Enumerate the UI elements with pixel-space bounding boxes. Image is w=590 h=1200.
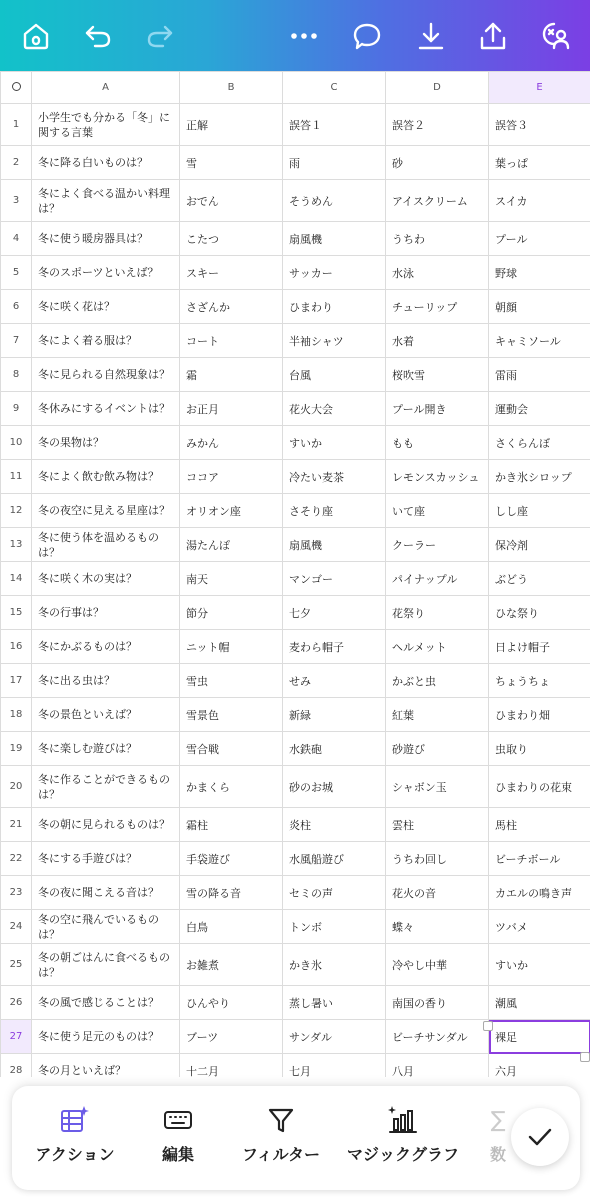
- formula-icon: ∑: [490, 1107, 506, 1133]
- keyboard-icon: [162, 1104, 194, 1136]
- row-header[interactable]: 6: [1, 290, 32, 324]
- tool-action-label: アクション: [35, 1145, 115, 1164]
- cell-e[interactable]: 裸足: [489, 1020, 590, 1054]
- cell-b[interactable]: お雑煮: [180, 944, 283, 986]
- cell-b[interactable]: 正解: [180, 104, 283, 146]
- table-row: [1, 664, 590, 698]
- table-row: [1, 146, 590, 180]
- cell-c[interactable]: サンダル: [283, 1020, 386, 1054]
- row-header[interactable]: 18: [1, 698, 32, 732]
- table-row: [1, 528, 590, 562]
- row-header[interactable]: 11: [1, 460, 32, 494]
- cell-b[interactable]: 節分: [180, 596, 283, 630]
- cell-b[interactable]: ニット帽: [180, 630, 283, 664]
- redo-button[interactable]: [138, 14, 182, 58]
- cell-a[interactable]: 冬休みにするイベントは？: [32, 392, 180, 426]
- cell-a[interactable]: 冬の果物は？: [32, 426, 180, 460]
- cell-a[interactable]: 冬の空に飛んでいるものは？: [32, 910, 180, 944]
- cell-d[interactable]: 冷やし中華: [386, 944, 489, 986]
- row-header[interactable]: 22: [1, 842, 32, 876]
- collaborate-button[interactable]: [535, 14, 579, 58]
- cell-b[interactable]: 雪虫: [180, 664, 283, 698]
- column-header-e[interactable]: E: [489, 72, 590, 104]
- table-row: [1, 876, 590, 910]
- cell-d[interactable]: もも: [386, 426, 489, 460]
- cell-a[interactable]: 小学生でも分かる「冬」に関する言葉: [32, 104, 180, 146]
- cell-b[interactable]: 南天: [180, 562, 283, 596]
- home-icon: [21, 21, 51, 51]
- table-row: [1, 392, 590, 426]
- row-header[interactable]: 1: [1, 104, 32, 146]
- tool-filter[interactable]: [238, 1100, 324, 1165]
- cell-c[interactable]: 七夕: [283, 596, 386, 630]
- cell-c[interactable]: 水風船遊び: [283, 842, 386, 876]
- redo-icon: [145, 21, 175, 51]
- cell-b[interactable]: お正月: [180, 392, 283, 426]
- table-row: [1, 944, 590, 986]
- cell-b[interactable]: 雪合戦: [180, 732, 283, 766]
- cell-c[interactable]: さそり座: [283, 494, 386, 528]
- row-header[interactable]: 4: [1, 222, 32, 256]
- cell-a[interactable]: 冬に作ることができるものは？: [32, 766, 180, 808]
- cell-e[interactable]: すいか: [489, 944, 590, 986]
- column-header-b[interactable]: B: [180, 72, 283, 104]
- cell-e[interactable]: カエルの鳴き声: [489, 876, 590, 910]
- tool-magic-chart-label: マジックグラフ: [346, 1145, 459, 1164]
- cell-a[interactable]: 冬に降る白いものは？: [32, 146, 180, 180]
- cell-c[interactable]: 水鉄砲: [283, 732, 386, 766]
- cell-c[interactable]: すいか: [283, 426, 386, 460]
- cell-a[interactable]: 冬の月といえば？: [32, 1054, 180, 1088]
- table-row: [1, 732, 590, 766]
- cell-c[interactable]: 花火大会: [283, 392, 386, 426]
- cell-b[interactable]: 雪: [180, 146, 283, 180]
- cell-e[interactable]: 朝顔: [489, 290, 590, 324]
- row-header[interactable]: 7: [1, 324, 32, 358]
- column-header-a[interactable]: A: [32, 72, 180, 104]
- cell-d[interactable]: 蝶々: [386, 910, 489, 944]
- cell-a[interactable]: 冬の行事は？: [32, 596, 180, 630]
- cell-d[interactable]: シャボン玉: [386, 766, 489, 808]
- cell-d[interactable]: 水着: [386, 324, 489, 358]
- cell-b[interactable]: こたつ: [180, 222, 283, 256]
- cell-b[interactable]: かまくら: [180, 766, 283, 808]
- table-row: [1, 596, 590, 630]
- cell-b[interactable]: ブーツ: [180, 1020, 283, 1054]
- sheet-grid: [0, 71, 590, 1088]
- row-header[interactable]: 3: [1, 180, 32, 222]
- cell-b[interactable]: さざんか: [180, 290, 283, 324]
- cell-d[interactable]: アイスクリーム: [386, 180, 489, 222]
- column-header-d[interactable]: D: [386, 72, 489, 104]
- row-header[interactable]: 19: [1, 732, 32, 766]
- row-header[interactable]: 21: [1, 808, 32, 842]
- cell-a[interactable]: 冬にかぶるものは？: [32, 630, 180, 664]
- cell-a[interactable]: 冬によく食べる温かい料理は？: [32, 180, 180, 222]
- table-row: [1, 324, 590, 358]
- cell-a[interactable]: 冬の朝ごはんに食べるものは？: [32, 944, 180, 986]
- tool-edit[interactable]: [148, 1100, 208, 1165]
- download-icon: [416, 21, 446, 51]
- table-row: [1, 222, 590, 256]
- cell-d[interactable]: いて座: [386, 494, 489, 528]
- cell-a[interactable]: 冬の朝に見られるものは？: [32, 808, 180, 842]
- cell-d[interactable]: 花火の音: [386, 876, 489, 910]
- cell-e[interactable]: キャミソール: [489, 324, 590, 358]
- cell-d[interactable]: パイナップル: [386, 562, 489, 596]
- done-button[interactable]: [511, 1108, 569, 1166]
- table-row: [1, 256, 590, 290]
- tool-edit-label: 編集: [161, 1145, 194, 1164]
- cell-c[interactable]: 誤答１: [283, 104, 386, 146]
- cell-e[interactable]: 雷雨: [489, 358, 590, 392]
- row-header[interactable]: 14: [1, 562, 32, 596]
- cell-d[interactable]: 花祭り: [386, 596, 489, 630]
- cell-e[interactable]: ぶどう: [489, 562, 590, 596]
- cell-b[interactable]: みかん: [180, 426, 283, 460]
- cell-c[interactable]: かき氷: [283, 944, 386, 986]
- collaborate-icon: [542, 21, 572, 51]
- checkmark-icon: [526, 1123, 554, 1151]
- table-row: [1, 460, 590, 494]
- cell-b[interactable]: 雪の降る音: [180, 876, 283, 910]
- cell-e[interactable]: スイカ: [489, 180, 590, 222]
- table-row: [1, 698, 590, 732]
- cell-d[interactable]: うちわ: [386, 222, 489, 256]
- cell-b[interactable]: スキー: [180, 256, 283, 290]
- cell-d[interactable]: ヘルメット: [386, 630, 489, 664]
- cell-e[interactable]: 六月: [489, 1054, 590, 1088]
- cell-a[interactable]: 冬の風で感じることは？: [32, 986, 180, 1020]
- cell-e[interactable]: ちょうちょ: [489, 664, 590, 698]
- cell-d[interactable]: 八月: [386, 1054, 489, 1088]
- cell-a[interactable]: 冬に咲く木の実は？: [32, 562, 180, 596]
- table-row: [1, 808, 590, 842]
- cell-a[interactable]: 冬によく着る服は？: [32, 324, 180, 358]
- cell-d[interactable]: 砂: [386, 146, 489, 180]
- cell-e[interactable]: ビーチボール: [489, 842, 590, 876]
- cell-e[interactable]: かき氷シロップ: [489, 460, 590, 494]
- cell-e[interactable]: ひな祭り: [489, 596, 590, 630]
- cell-c[interactable]: 半袖シャツ: [283, 324, 386, 358]
- cell-a[interactable]: 冬の景色といえば？: [32, 698, 180, 732]
- cell-d[interactable]: チューリップ: [386, 290, 489, 324]
- cell-a[interactable]: 冬によく飲む飲み物は？: [32, 460, 180, 494]
- cell-a[interactable]: 冬に使う体を温めるものは？: [32, 528, 180, 562]
- cell-c[interactable]: 麦わら帽子: [283, 630, 386, 664]
- row-header[interactable]: 15: [1, 596, 32, 630]
- cell-c[interactable]: セミの声: [283, 876, 386, 910]
- cell-e[interactable]: しし座: [489, 494, 590, 528]
- row-header[interactable]: 23: [1, 876, 32, 910]
- magic-table-icon: [58, 1103, 92, 1137]
- cell-e[interactable]: 葉っぱ: [489, 146, 590, 180]
- share-icon: [478, 21, 508, 51]
- cell-e[interactable]: ツバメ: [489, 910, 590, 944]
- table-row: [1, 1020, 590, 1054]
- cell-a[interactable]: 冬に使う足元のものは？: [32, 1020, 180, 1054]
- cell-c[interactable]: マンゴー: [283, 562, 386, 596]
- selection-handle-top-left[interactable]: [483, 1021, 493, 1031]
- row-header[interactable]: 13: [1, 528, 32, 562]
- tool-filter-label: フィルター: [241, 1145, 321, 1164]
- cell-e[interactable]: 潮風: [489, 986, 590, 1020]
- select-all-circle-icon: [12, 82, 21, 91]
- cell-a[interactable]: 冬の夜に聞こえる音は？: [32, 876, 180, 910]
- row-header[interactable]: 2: [1, 146, 32, 180]
- tool-action[interactable]: [32, 1100, 118, 1165]
- column-header-row: [1, 72, 590, 104]
- cell-a[interactable]: 冬に咲く花は？: [32, 290, 180, 324]
- cell-c[interactable]: 炎柱: [283, 808, 386, 842]
- cell-d[interactable]: 水泳: [386, 256, 489, 290]
- row-header[interactable]: 27: [1, 1020, 32, 1054]
- select-all-corner[interactable]: [1, 72, 32, 104]
- cell-c[interactable]: サッカー: [283, 256, 386, 290]
- cell-e[interactable]: 運動会: [489, 392, 590, 426]
- table-row: [1, 358, 590, 392]
- more-icon: [289, 21, 319, 51]
- cell-a[interactable]: 冬の夜空に見える星座は？: [32, 494, 180, 528]
- row-header[interactable]: 20: [1, 766, 32, 808]
- cell-b[interactable]: おでん: [180, 180, 283, 222]
- cell-d[interactable]: クーラー: [386, 528, 489, 562]
- cell-a[interactable]: 冬に見られる自然現象は？: [32, 358, 180, 392]
- cell-d[interactable]: 桜吹雪: [386, 358, 489, 392]
- cell-c[interactable]: せみ: [283, 664, 386, 698]
- selection-handle-bottom-right[interactable]: [580, 1052, 590, 1062]
- row-header[interactable]: 16: [1, 630, 32, 664]
- more-button[interactable]: [282, 14, 326, 58]
- tool-magic-chart[interactable]: [345, 1100, 461, 1165]
- home-button[interactable]: [14, 14, 58, 58]
- undo-icon: [83, 21, 113, 51]
- share-button[interactable]: [471, 14, 515, 58]
- cell-e[interactable]: 誤答３: [489, 104, 590, 146]
- cell-d[interactable]: ビーチサンダル: [386, 1020, 489, 1054]
- cell-d[interactable]: かぶと虫: [386, 664, 489, 698]
- cell-e[interactable]: 保冷剤: [489, 528, 590, 562]
- cell-e[interactable]: 野球: [489, 256, 590, 290]
- cell-e[interactable]: さくらんぼ: [489, 426, 590, 460]
- tool-formula-label: 数: [489, 1145, 506, 1164]
- cell-b[interactable]: 手袋遊び: [180, 842, 283, 876]
- cell-e[interactable]: プール: [489, 222, 590, 256]
- cell-d[interactable]: うちわ回し: [386, 842, 489, 876]
- table-row: [1, 290, 590, 324]
- cell-a[interactable]: 冬にする手遊びは？: [32, 842, 180, 876]
- cell-c[interactable]: 台風: [283, 358, 386, 392]
- table-row: [1, 766, 590, 808]
- table-row: [1, 104, 590, 146]
- cell-e[interactable]: 馬柱: [489, 808, 590, 842]
- cell-c[interactable]: 新緑: [283, 698, 386, 732]
- row-header[interactable]: 17: [1, 664, 32, 698]
- cell-e[interactable]: 虫取り: [489, 732, 590, 766]
- comment-icon: [352, 21, 382, 51]
- cell-c[interactable]: 扇風機: [283, 528, 386, 562]
- cell-d[interactable]: 誤答２: [386, 104, 489, 146]
- cell-a[interactable]: 冬に出る虫は？: [32, 664, 180, 698]
- cell-b[interactable]: コート: [180, 324, 283, 358]
- row-header[interactable]: 8: [1, 358, 32, 392]
- row-header[interactable]: 28: [1, 1054, 32, 1088]
- cell-d[interactable]: 雲柱: [386, 808, 489, 842]
- cell-b[interactable]: 白鳥: [180, 910, 283, 944]
- row-header[interactable]: 24: [1, 910, 32, 944]
- cell-e[interactable]: ひまわり畑: [489, 698, 590, 732]
- cell-d[interactable]: 砂遊び: [386, 732, 489, 766]
- cell-c[interactable]: 雨: [283, 146, 386, 180]
- undo-button[interactable]: [76, 14, 120, 58]
- cell-c[interactable]: 冷たい麦茶: [283, 460, 386, 494]
- table-row: [1, 842, 590, 876]
- table-row: [1, 426, 590, 460]
- table-row: [1, 910, 590, 944]
- cell-d[interactable]: レモンスカッシュ: [386, 460, 489, 494]
- cell-c[interactable]: 扇風機: [283, 222, 386, 256]
- cell-e[interactable]: 日よけ帽子: [489, 630, 590, 664]
- cell-d[interactable]: 紅葉: [386, 698, 489, 732]
- cell-b[interactable]: オリオン座: [180, 494, 283, 528]
- cell-b[interactable]: 十二月: [180, 1054, 283, 1088]
- cell-a[interactable]: 冬に使う暖房器具は？: [32, 222, 180, 256]
- table-row: [1, 630, 590, 664]
- comment-button[interactable]: [345, 14, 389, 58]
- cell-c[interactable]: トンボ: [283, 910, 386, 944]
- table-row: [1, 986, 590, 1020]
- row-header[interactable]: 12: [1, 494, 32, 528]
- row-header[interactable]: 26: [1, 986, 32, 1020]
- cell-b[interactable]: 霜: [180, 358, 283, 392]
- row-header[interactable]: 5: [1, 256, 32, 290]
- cell-a[interactable]: 冬に楽しむ遊びは？: [32, 732, 180, 766]
- row-header[interactable]: 9: [1, 392, 32, 426]
- cell-c[interactable]: 砂のお城: [283, 766, 386, 808]
- cell-b[interactable]: 雪景色: [180, 698, 283, 732]
- cell-d[interactable]: プール開き: [386, 392, 489, 426]
- magic-chart-icon: [386, 1103, 420, 1137]
- column-header-c[interactable]: C: [283, 72, 386, 104]
- cell-b[interactable]: 霜柱: [180, 808, 283, 842]
- cell-c[interactable]: そうめん: [283, 180, 386, 222]
- cell-d[interactable]: 南国の香り: [386, 986, 489, 1020]
- row-header[interactable]: 10: [1, 426, 32, 460]
- top-toolbar: [0, 0, 590, 71]
- spreadsheet: [0, 71, 590, 1088]
- cell-e[interactable]: ひまわりの花束: [489, 766, 590, 808]
- table-row: [1, 562, 590, 596]
- cell-a[interactable]: 冬のスポーツといえば？: [32, 256, 180, 290]
- table-row: [1, 494, 590, 528]
- cell-c[interactable]: 蒸し暑い: [283, 986, 386, 1020]
- cell-b[interactable]: 湯たんぽ: [180, 528, 283, 562]
- cell-c[interactable]: 七月: [283, 1054, 386, 1088]
- download-button[interactable]: [409, 14, 453, 58]
- cell-c[interactable]: ひまわり: [283, 290, 386, 324]
- row-header[interactable]: 25: [1, 944, 32, 986]
- filter-icon: [266, 1105, 296, 1135]
- tool-formula[interactable]: [486, 1100, 510, 1165]
- cell-b[interactable]: ひんやり: [180, 986, 283, 1020]
- table-row: [1, 180, 590, 222]
- cell-b[interactable]: ココア: [180, 460, 283, 494]
